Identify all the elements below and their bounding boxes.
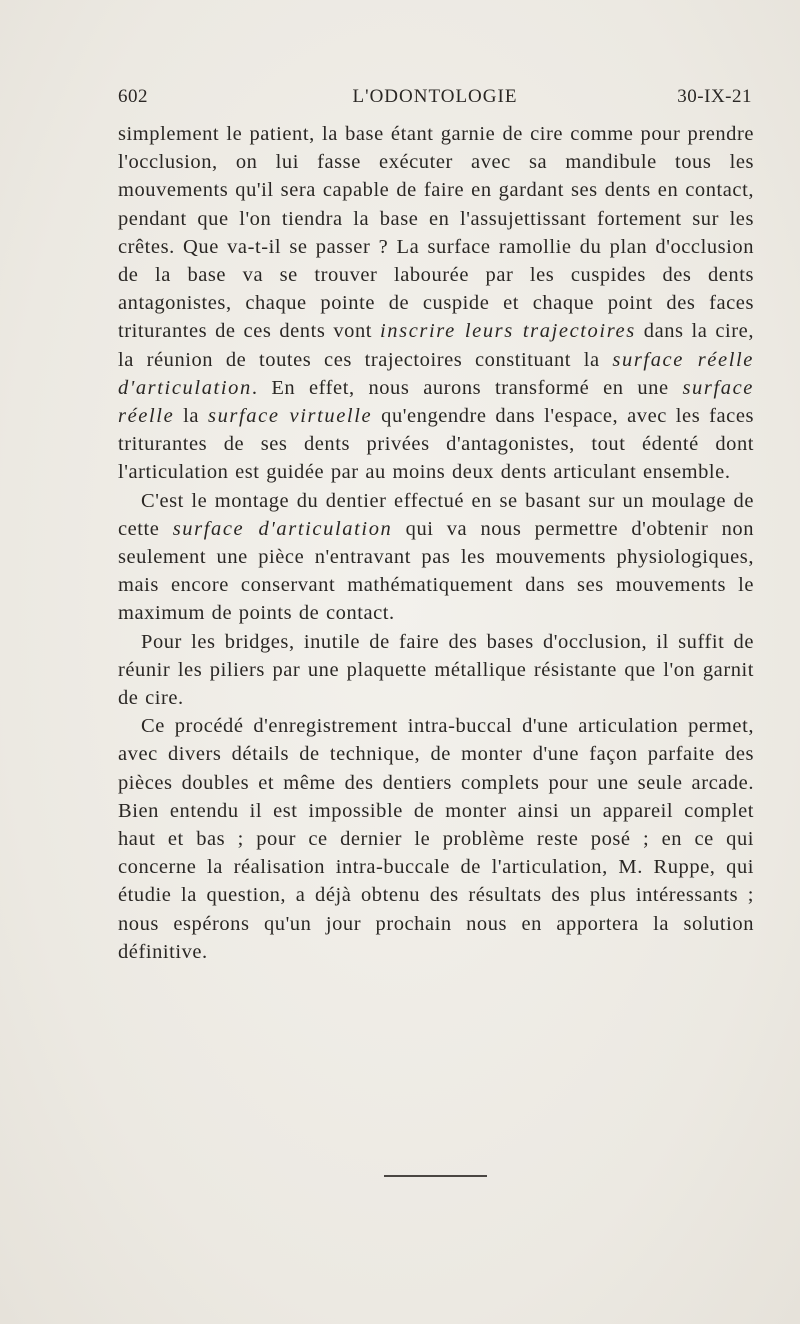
body-text bbox=[118, 120, 754, 966]
paragraph bbox=[118, 120, 754, 487]
paragraph bbox=[118, 487, 754, 628]
italic-phrase: inscrire leurs trajectoires bbox=[379, 320, 636, 343]
text-run: qu'engendre dans l'espace, avec les faces triturantes de ses dents privées d'antagonistes, tout édenté dont l'articulation est guidée par au moins deux dents articulant ensemble. bbox=[118, 405, 754, 484]
end-rule bbox=[384, 1175, 487, 1177]
text-run: Pour les bridges, inutile de faire des bases d'occlusion, il suffit de réunir les piliers par une plaquette métallique résistante que l'on garnit de cire. bbox=[118, 630, 754, 710]
text-run: qui va nous permettre d'obtenir non seulement une pièce n'entravant pas les mouvements physiologiques, mais encore conservant mathématiquement dans ses mouvements le maximum de points de contact. bbox=[118, 517, 754, 625]
paragraph bbox=[118, 628, 754, 713]
text-run: C'est le montage du dentier effectué en se basant sur un moulage de cette bbox=[118, 489, 754, 540]
text-run: . En effet, nous aurons transformé en une bbox=[251, 376, 683, 399]
text-run: Ce procédé d'enregistrement intra-buccal d'une articulation permet, avec divers détails de technique, de monter d'une façon parfaite des pièces doubles et même des dentiers complets pour une seule arcade. Bien entendu il est impossible de monter ainsi un appareil complet haut et bas ; pour ce dernier le problème reste posé ; en ce qui concerne la réalisation intra-buccale de l'articulation, M. Ruppe, qui étudie la question, a déjà obtenu des résultats des plus intéressants ; nous espérons qu'un jour prochain nous en apportera la solution définitive. bbox=[118, 715, 754, 963]
italic-phrase: surface réelle bbox=[118, 376, 754, 428]
paragraph bbox=[118, 712, 754, 966]
running-title: L'ODONTOLOGIE bbox=[352, 86, 518, 107]
italic-phrase: surface virtuelle bbox=[208, 405, 373, 428]
italic-phrase: surface réelle d'articulation bbox=[118, 348, 754, 399]
italic-phrase: surface d'articulation bbox=[172, 517, 393, 540]
text-run: dans la cire, la réunion de toutes ces trajectoires constituant la bbox=[118, 320, 755, 371]
running-header bbox=[118, 86, 752, 114]
text-run: simplement le patient, la base étant garnie de cire comme pour prendre l'occlusion, on lui fasse exécuter avec sa mandibule tous les mouvements qu'il sera capable de faire en gardant ses dents en contact, pendant que l'on tiendra la base en l'assujettissant fortement sur les crêtes. Que va-t-il se passer ? La surface ramollie du plan d'occlusion de la base va se trouver labourée par les cuspides des dents antagonistes, chaque pointe de cuspide et chaque point des faces triturantes de ces dents vont bbox=[118, 123, 754, 343]
issue-date: 30-IX-21 bbox=[677, 86, 752, 107]
text-run: la bbox=[174, 405, 208, 428]
page-number: 602 bbox=[118, 86, 148, 107]
